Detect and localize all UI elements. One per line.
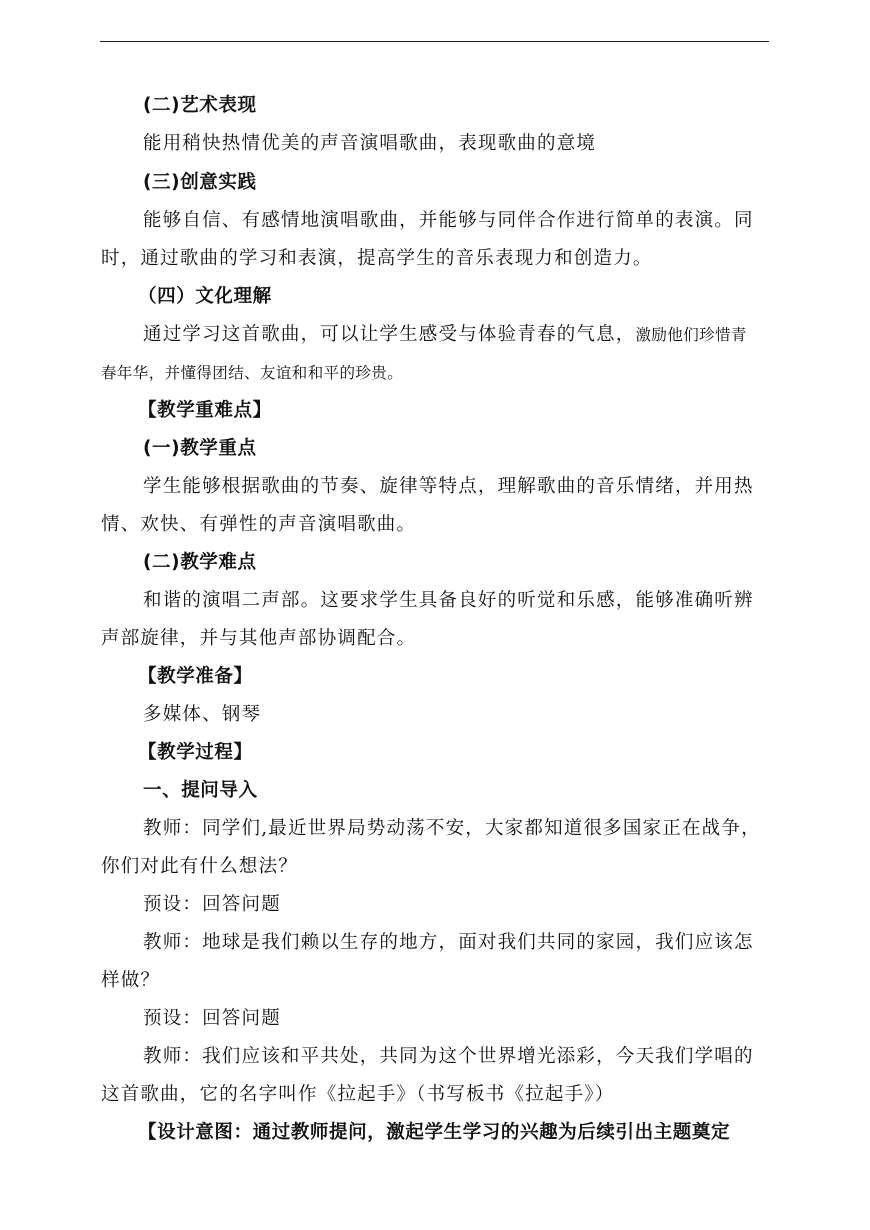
paragraph-line: 能够自信、有感情地演唱歌曲，并能够与同伴合作进行简单的表演。同 [143, 210, 754, 231]
heading-teaching-prep: 【教学准备】 [138, 666, 253, 687]
paragraph-line: 教师：同学们,最近世界局势动荡不安，大家都知道很多国家正在战争， [143, 818, 761, 839]
paragraph-line: 预设：回答问题 [143, 1008, 281, 1029]
heading-key-points: 【教学重难点】 [138, 400, 272, 421]
heading-teaching-focus: (一)教学重点 [143, 438, 257, 459]
paragraph-line: 教师：地球是我们赖以生存的地方，面对我们共同的家园，我们应该怎 [143, 932, 754, 953]
heading-cultural-understanding: （四）文化理解 [138, 286, 272, 307]
paragraph-line: 时，通过歌曲的学习和表演，提高学生的音乐表现力和创造力。 [101, 248, 653, 269]
paragraph-line: 预设：回答问题 [143, 894, 281, 915]
heading-creative-practice: (三)创意实践 [143, 172, 257, 193]
paragraph-line: 教师：我们应该和平共处，共同为这个世界增光添彩，今天我们学唱的 [143, 1046, 754, 1067]
header-rule [100, 41, 769, 42]
paragraph-line: 通过学习这首歌曲，可以让学生感受与体验青春的气息，激励他们珍惜青 [143, 324, 747, 345]
heading-teaching-difficulty: (二)教学难点 [143, 552, 257, 573]
paragraph-line: 能用稍快热情优美的声音演唱歌曲，表现歌曲的意境 [143, 133, 597, 154]
design-intent-line: 【设计意图：通过教师提问，激起学生学习的兴趣为后续引出主题奠定 [138, 1122, 731, 1143]
heading-step-one: 一、提问导入 [143, 780, 258, 801]
paragraph-line: 情、欢快、有弹性的声音演唱歌曲。 [101, 514, 417, 535]
paragraph-line: 和谐的演唱二声部。这要求学生具备良好的听觉和乐感，能够准确听辨 [143, 590, 754, 611]
paragraph-line: 多媒体、钢琴 [143, 704, 262, 725]
paragraph-line: 样做？ [101, 970, 161, 991]
paragraph-line: 春年华，并懂得团结、友谊和和平的珍贵。 [101, 364, 404, 382]
heading-teaching-process: 【教学过程】 [138, 742, 253, 763]
paragraph-line: 这首歌曲，它的名字叫作《拉起手》（书写板书《拉起手》） [101, 1084, 615, 1105]
heading-art-expression: (二)艺术表现 [143, 95, 257, 116]
paragraph-line: 学生能够根据歌曲的节奏、旋律等特点，理解歌曲的音乐情绪，并用热 [143, 476, 754, 497]
paragraph-line: 你们对此有什么想法？ [101, 856, 299, 877]
paragraph-line: 声部旋律，并与其他声部协调配合。 [101, 628, 417, 649]
